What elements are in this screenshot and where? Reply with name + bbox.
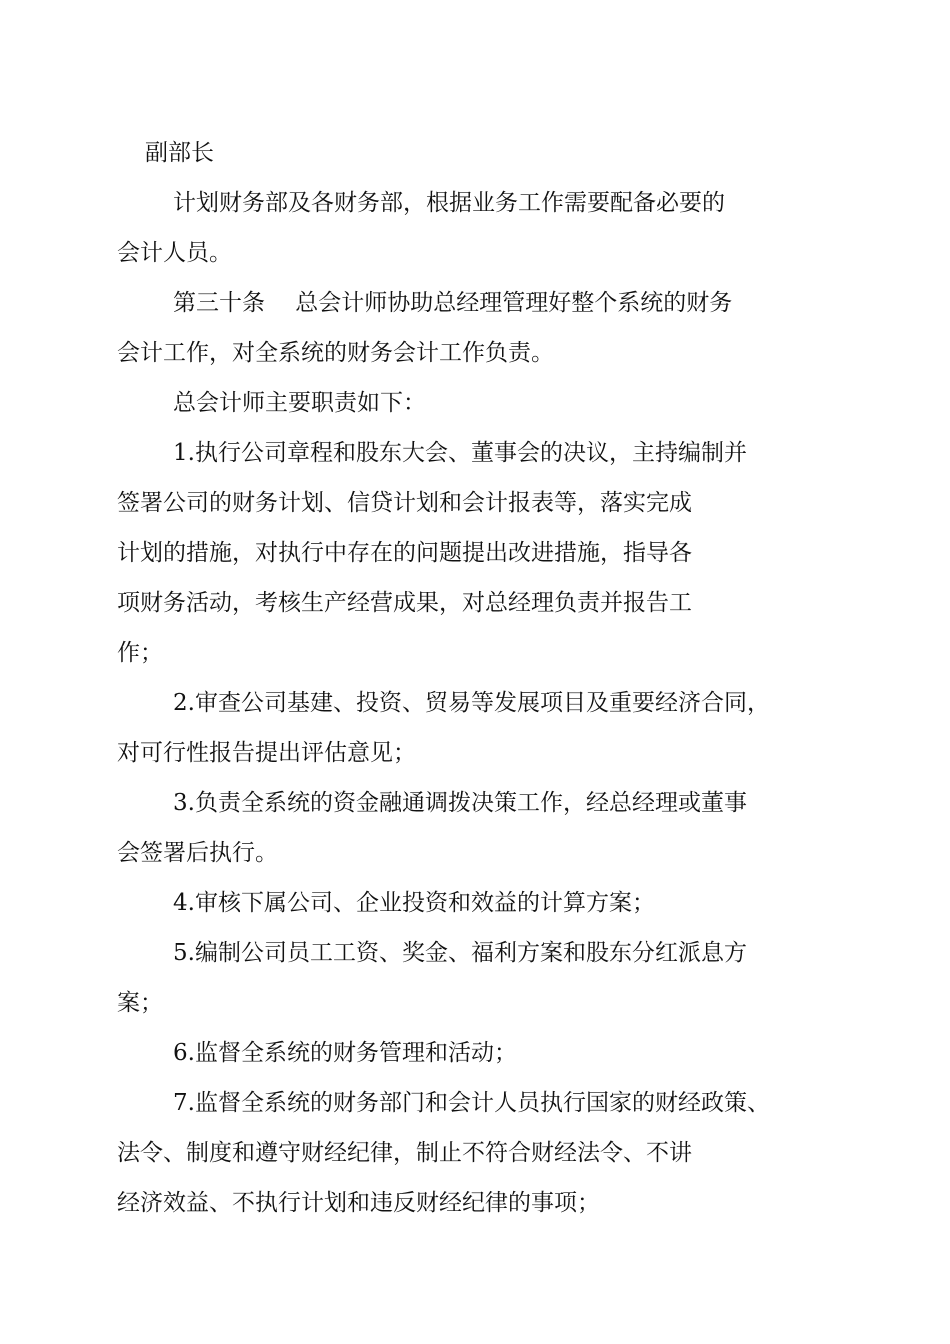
paragraph-duty-4: [145, 878, 835, 928]
text-line: 项财务活动，考核生产经营成果，对总经理负责并报告工: [117, 590, 692, 616]
text-line: 会签署后执行。: [117, 840, 278, 866]
text-line: 7.监督全系统的财务部门和会计人员执行国家的财经政策、: [173, 1090, 770, 1116]
text-line: 对可行性报告提出评估意见；: [117, 740, 416, 766]
text-line: 会计人员。: [117, 240, 232, 266]
text-line: 第三十条 总会计师协助总经理管理好整个系统的财务: [173, 290, 733, 316]
text-line: 案；: [117, 990, 163, 1016]
text-line: 4.审核下属公司、企业投资和效益的计算方案；: [173, 890, 655, 916]
paragraph-duty-6: [145, 1028, 835, 1078]
paragraph-duty-1: [117, 428, 835, 678]
text-line: 1.执行公司章程和股东大会、董事会的决议，主持编制并: [173, 440, 747, 466]
paragraph-duties-intro: [145, 378, 835, 428]
text-line: 总会计师主要职责如下：: [173, 390, 426, 416]
text-line: 6.监督全系统的财务管理和活动；: [173, 1040, 517, 1066]
text-line: 5.编制公司员工工资、奖金、福利方案和股东分红派息方: [173, 940, 747, 966]
text-line: 计划财务部及各财务部，根据业务工作需要配备必要的: [173, 190, 725, 216]
text-line: 会计工作，对全系统的财务会计工作负责。: [117, 340, 554, 366]
text-line: 计划的措施，对执行中存在的问题提出改进措施，指导各: [117, 540, 692, 566]
document-body: [117, 128, 835, 1228]
text-line: 经济效益、不执行计划和违反财经纪律的事项；: [117, 1190, 600, 1216]
text-line: 副部长: [145, 140, 214, 166]
text-line: 作；: [117, 640, 163, 666]
text-line: 3.负责全系统的资金融通调拨决策工作，经总经理或董事: [173, 790, 747, 816]
paragraph-article-30: [117, 278, 835, 378]
paragraph-duty-3: [117, 778, 835, 878]
text-line: 签署公司的财务计划、信贷计划和会计报表等，落实完成: [117, 490, 692, 516]
paragraph-title-fragment: [145, 128, 835, 178]
paragraph-duty-5: [117, 928, 835, 1028]
paragraph-duty-2: [117, 678, 835, 778]
paragraph-staffing: [117, 178, 835, 278]
text-line: 2.审查公司基建、投资、贸易等发展项目及重要经济合同，: [173, 690, 770, 716]
text-line: 法令、制度和遵守财经纪律，制止不符合财经法令、不讲: [117, 1140, 692, 1166]
paragraph-duty-7: [117, 1078, 835, 1228]
